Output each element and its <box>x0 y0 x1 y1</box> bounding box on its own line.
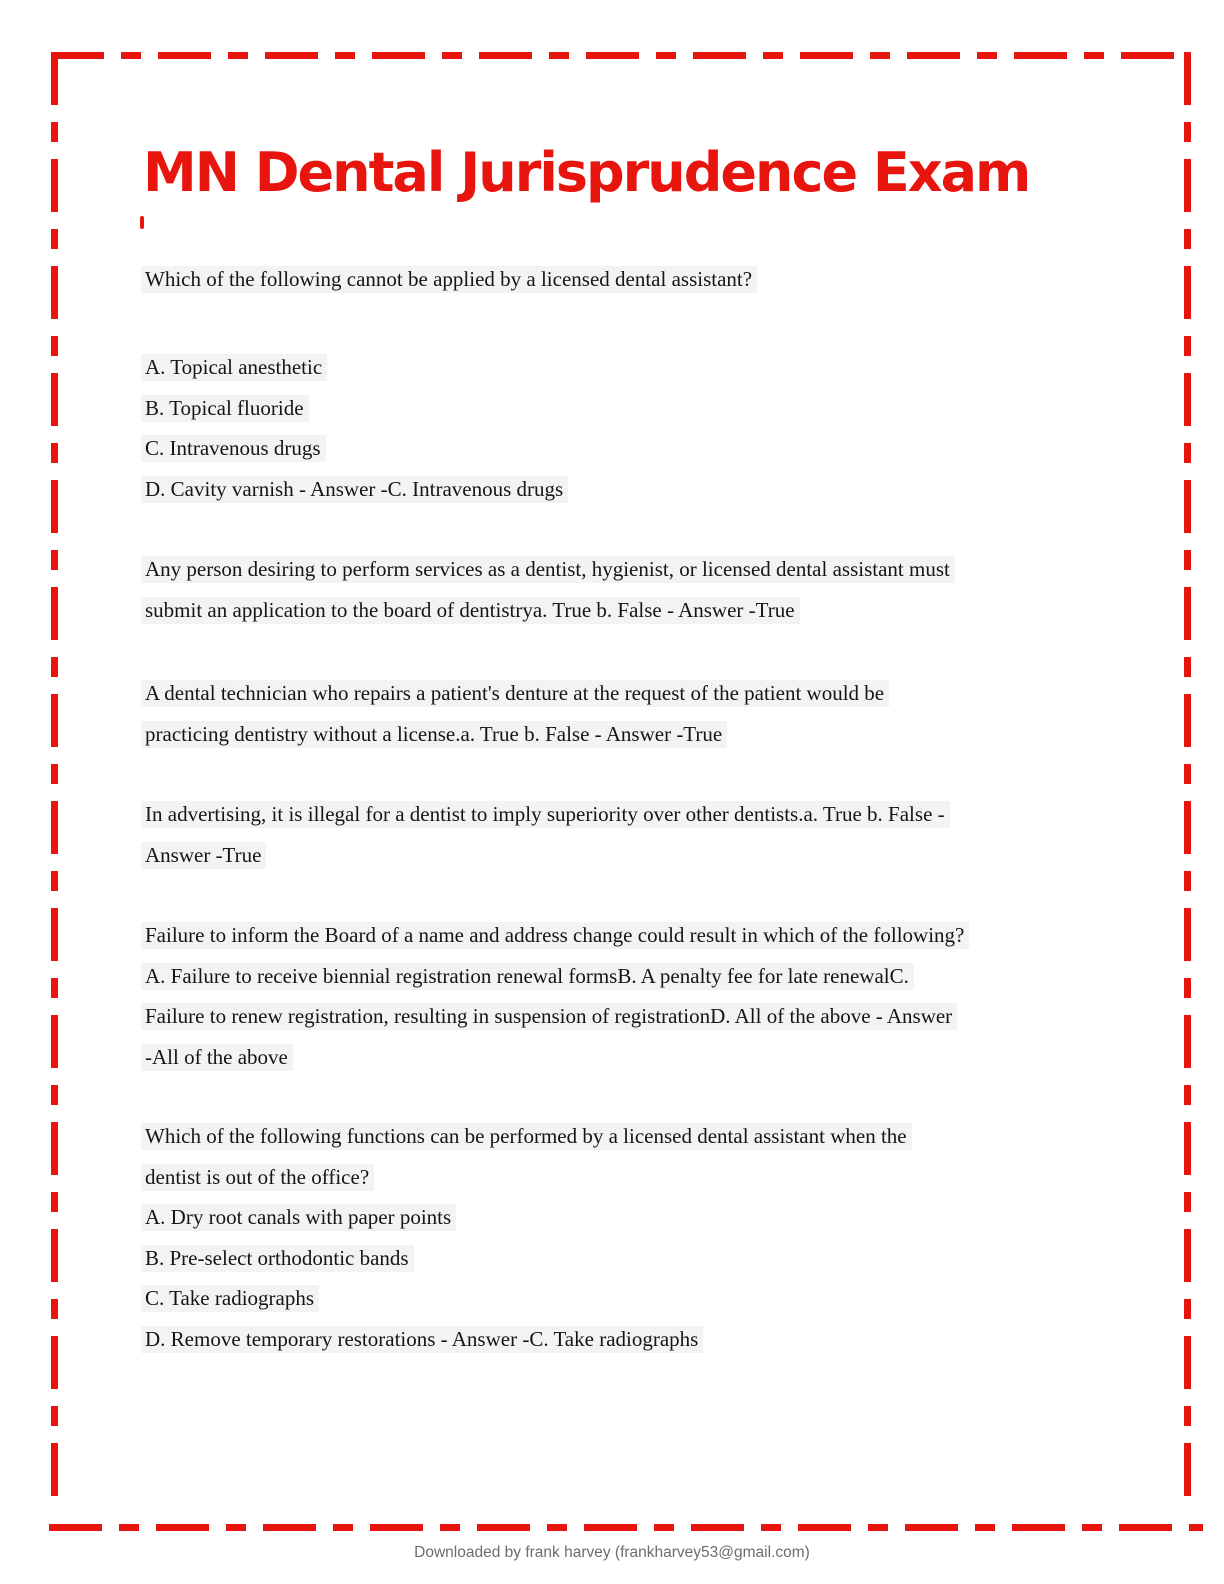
question-5-text <box>141 915 1101 1077</box>
highlighted-text: Which of the following functions can be performed by a licensed dental assistant when the <box>141 1123 912 1150</box>
highlighted-text: -All of the above <box>141 1044 293 1071</box>
text-line <box>141 1278 1101 1319</box>
text-line <box>141 794 1101 835</box>
text-line <box>141 469 1101 510</box>
page-border-bottom <box>49 1524 1203 1531</box>
footer-text: Downloaded by frank harvey (frankharvey53@gmail.com) <box>414 1544 810 1561</box>
text-line <box>141 996 1101 1037</box>
highlighted-text: Failure to renew registration, resulting in suspension of registrationD. All of the above - Answer <box>141 1003 957 1030</box>
highlighted-text: D. Remove temporary restorations - Answer -C. Take radiographs <box>141 1326 703 1353</box>
highlighted-text: dentist is out of the office? <box>141 1164 374 1191</box>
question-4-text <box>141 794 1101 875</box>
page-border-top <box>51 52 1191 59</box>
stray-mark <box>140 216 144 229</box>
highlighted-text: C. Intravenous drugs <box>141 435 326 462</box>
question-3-text <box>141 673 1101 754</box>
text-line <box>141 835 1101 876</box>
highlighted-text: A. Failure to receive biennial registration renewal formsB. A penalty fee for late renewalC. <box>141 963 914 990</box>
question-1-text <box>141 259 1101 300</box>
highlighted-text: B. Pre-select orthodontic bands <box>141 1245 414 1272</box>
highlighted-text: A. Dry root canals with paper points <box>141 1204 456 1231</box>
page-border-right <box>1184 52 1191 1507</box>
highlighted-text: D. Cavity varnish - Answer -C. Intravenous drugs <box>141 476 568 503</box>
highlighted-text: In advertising, it is illegal for a dentist to imply superiority over other dentists.a. True b. False - <box>141 801 950 828</box>
text-line <box>141 1238 1101 1279</box>
text-line <box>141 1157 1101 1198</box>
highlighted-text: B. Topical fluoride <box>141 395 309 422</box>
text-line <box>141 428 1101 469</box>
text-line <box>141 1319 1101 1360</box>
text-line <box>141 347 1101 388</box>
page-title: MN Dental Jurisprudence Exam <box>143 141 1030 204</box>
highlighted-text: Which of the following cannot be applied by a licensed dental assistant? <box>141 266 757 293</box>
page-border-left <box>51 52 58 1507</box>
text-line <box>141 1197 1101 1238</box>
text-line <box>141 388 1101 429</box>
text-line <box>141 1116 1101 1157</box>
text-line <box>141 714 1101 755</box>
question-2-text <box>141 549 1101 630</box>
highlighted-text: Failure to inform the Board of a name and address change could result in which of the following? <box>141 922 969 949</box>
text-line <box>141 915 1101 956</box>
highlighted-text: Answer -True <box>141 842 266 869</box>
highlighted-text: A dental technician who repairs a patient's denture at the request of the patient would be <box>141 680 889 707</box>
text-line <box>141 1037 1101 1078</box>
highlighted-text: submit an application to the board of dentistrya. True b. False - Answer -True <box>141 597 800 624</box>
question-6-text <box>141 1116 1101 1360</box>
text-line <box>141 259 1101 300</box>
text-line <box>141 673 1101 714</box>
highlighted-text: A. Topical anesthetic <box>141 354 327 381</box>
highlighted-text: C. Take radiographs <box>141 1285 319 1312</box>
highlighted-text: Any person desiring to perform services as a dentist, hygienist, or licensed dental assistant must <box>141 556 955 583</box>
text-line <box>141 549 1101 590</box>
text-line <box>141 956 1101 997</box>
highlighted-text: practicing dentistry without a license.a. True b. False - Answer -True <box>141 721 727 748</box>
text-line <box>141 590 1101 631</box>
question-1-options <box>141 347 1101 509</box>
